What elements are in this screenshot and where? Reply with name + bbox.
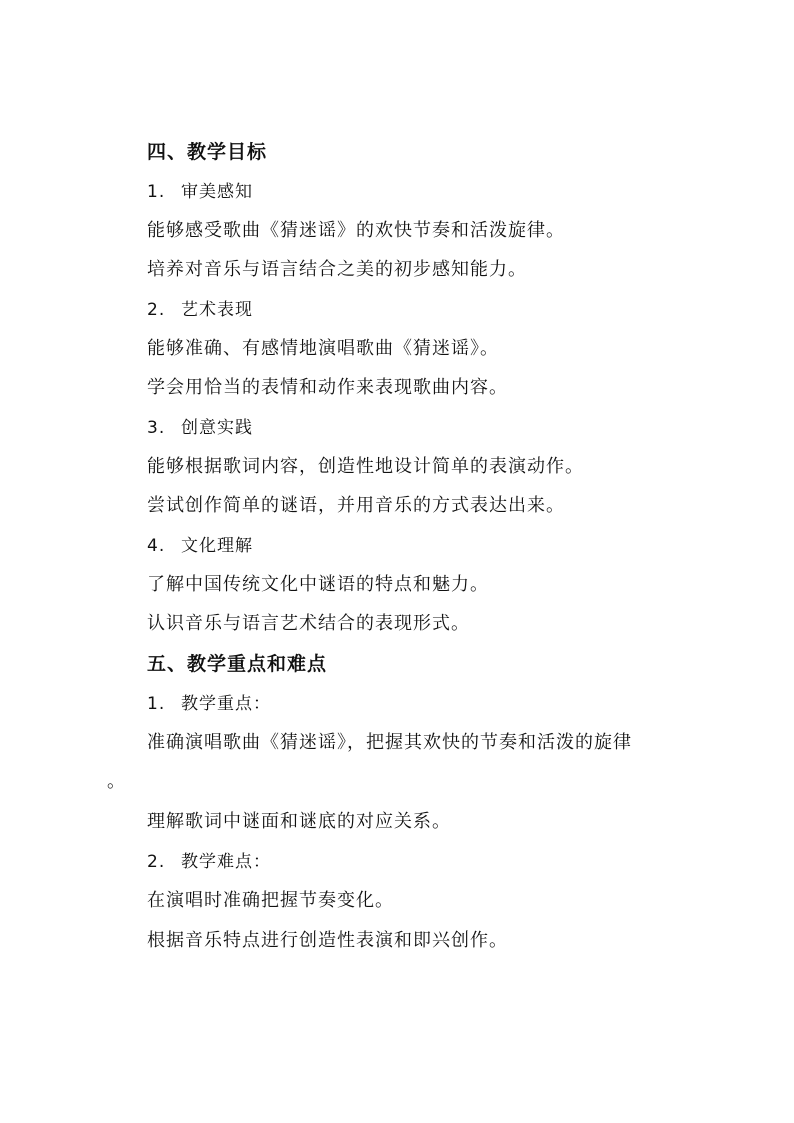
difficulty-title: 教学难点：: [181, 852, 271, 872]
objective-1-heading: [147, 180, 253, 204]
section-4-heading: 四、教学目标: [147, 141, 268, 163]
focus-number: 1.: [147, 694, 166, 714]
objective-2-line-1: 能够准确、有感情地演唱歌曲《猜迷谣》。: [147, 338, 499, 359]
difficulty-number: 2.: [147, 852, 166, 872]
objective-1-number: 1.: [147, 182, 166, 202]
focus-heading: [147, 692, 271, 716]
objective-4-title: 文化理解: [181, 536, 253, 556]
difficulty-heading: [147, 850, 271, 874]
difficulty-line-2: 根据音乐特点进行创造性表演和即兴创作。: [147, 930, 508, 951]
objective-3-number: 3.: [147, 418, 166, 438]
focus-line-1-wrap: 。: [107, 771, 126, 792]
objective-3-heading: [147, 416, 253, 440]
objective-3-line-1: 能够根据歌词内容，创造性地设计简单的表演动作。: [147, 456, 584, 477]
focus-line-1: 准确演唱歌曲《猜迷谣》，把握其欢快的节奏和活泼的旋律: [147, 732, 632, 753]
objective-1-line-2: 培养对音乐与语言结合之美的初步感知能力。: [147, 259, 527, 280]
objective-3-line-2: 尝试创作简单的谜语，并用音乐的方式表达出来。: [147, 495, 565, 516]
objective-2-heading: [147, 298, 253, 322]
objective-1-line-1: 能够感受歌曲《猜迷谣》的欢快节奏和活泼旋律。: [147, 220, 565, 241]
objective-4-heading: [147, 534, 253, 558]
focus-title: 教学重点：: [181, 694, 271, 714]
objective-2-line-2: 学会用恰当的表情和动作来表现歌曲内容。: [147, 377, 508, 398]
difficulty-line-1: 在演唱时准确把握节奏变化。: [147, 890, 394, 911]
section-5-heading: 五、教学重点和难点: [147, 653, 328, 675]
objective-1-title: 审美感知: [181, 182, 253, 202]
objective-4-line-2: 认识音乐与语言艺术结合的表现形式。: [147, 613, 470, 634]
objective-4-number: 4.: [147, 536, 166, 556]
objective-2-title: 艺术表现: [181, 300, 253, 320]
objective-4-line-1: 了解中国传统文化中谜语的特点和魅力。: [147, 574, 489, 595]
focus-line-2: 理解歌词中谜面和谜底的对应关系。: [147, 811, 451, 832]
objective-3-title: 创意实践: [181, 418, 253, 438]
objective-2-number: 2.: [147, 300, 166, 320]
